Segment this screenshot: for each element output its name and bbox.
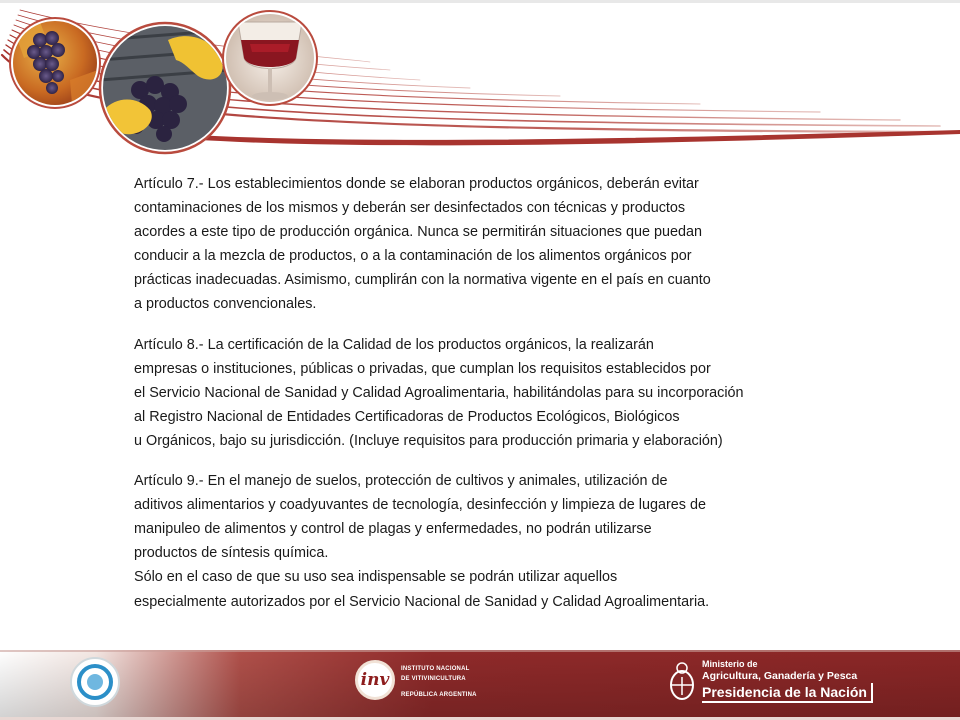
text-line: manipuleo de alimentos y control de plagas y enfermedades, no podrán utilizarse (134, 521, 652, 538)
inv-line-1: INSTITUTO NACIONAL (401, 666, 470, 672)
text-line: productos de síntesis química. (134, 545, 329, 562)
vino-argentino-logo (70, 657, 120, 707)
text-line: a productos convencionales. (134, 296, 317, 313)
inv-line-3: REPÚBLICA ARGENTINA (401, 692, 477, 698)
ministry-line-3: Presidencia de la Nación (702, 683, 873, 703)
article-8-paragraph (134, 333, 834, 453)
article-9-paragraph (134, 469, 834, 614)
inv-text (401, 664, 521, 700)
inv-line-2: DE VITIVINICULTURA (401, 676, 466, 682)
text-line: empresas o instituciones, públicas o privadas, que cumplan los requisitos establecidos por (134, 360, 711, 377)
ministry-line-1: Ministerio de (702, 659, 758, 669)
ministry-line-2: Agricultura, Ganadería y Pesca (702, 670, 858, 682)
text-line: u Orgánicos, bajo su jurisdicción. (Incluye requisitos para producción primaria y elaboración) (134, 432, 723, 449)
text-line: especialmente autorizados por el Servicio Nacional de Sanidad y Calidad Agroalimentaria. (134, 593, 710, 610)
text-line: Artículo 7.- Los establecimientos donde se elaboran productos orgánicos, deberán evitar (134, 176, 699, 192)
text-line: Sólo en el caso de que su uso sea indispensable se podrán utilizar aquellos (134, 569, 618, 586)
text-line: Artículo 8.- La certificación de la Calidad de los productos orgánicos, la realizarán (134, 336, 654, 353)
logo-core (87, 674, 103, 690)
argentina-coat-of-arms-icon (668, 659, 696, 703)
grapes-autumn-leaves-photo (10, 18, 100, 108)
wine-glass-photo (223, 11, 317, 105)
text-line: Artículo 9.- En el manejo de suelos, protección de cultivos y animales, utilización de (134, 473, 668, 490)
header-decoration (0, 0, 960, 160)
ministry-text (702, 659, 873, 703)
text-line: prácticas inadecuadas. Asimismo, cumplirán con la normativa vigente en el país en cuanto (134, 272, 711, 289)
text-line: conducir a la mezcla de productos, o a la contaminación de los alimentos orgánicos por (134, 248, 692, 265)
slide-body (134, 172, 834, 630)
text-line: el Servicio Nacional de Sanidad y Calidad Agroalimentaria, habilitándolas para su incorporación (134, 384, 744, 401)
article-7-paragraph (134, 172, 834, 317)
text-line: al Registro Nacional de Entidades Certificadoras de Productos Ecológicos, Biológicos (134, 408, 680, 425)
text-line: acordes a este tipo de producción orgánica. Nunca se permitirán situaciones que puedan (134, 224, 702, 241)
inv-logo: inv (355, 660, 395, 700)
grape-harvest-gloves-photo (100, 23, 230, 154)
text-line: contaminaciones de los mismos y deberán ser desinfectados con técnicas y productos (134, 200, 686, 217)
text-line: aditivos alimentarios y coadyuvantes de tecnología, desinfección y limpieza de lugares de (134, 497, 706, 514)
